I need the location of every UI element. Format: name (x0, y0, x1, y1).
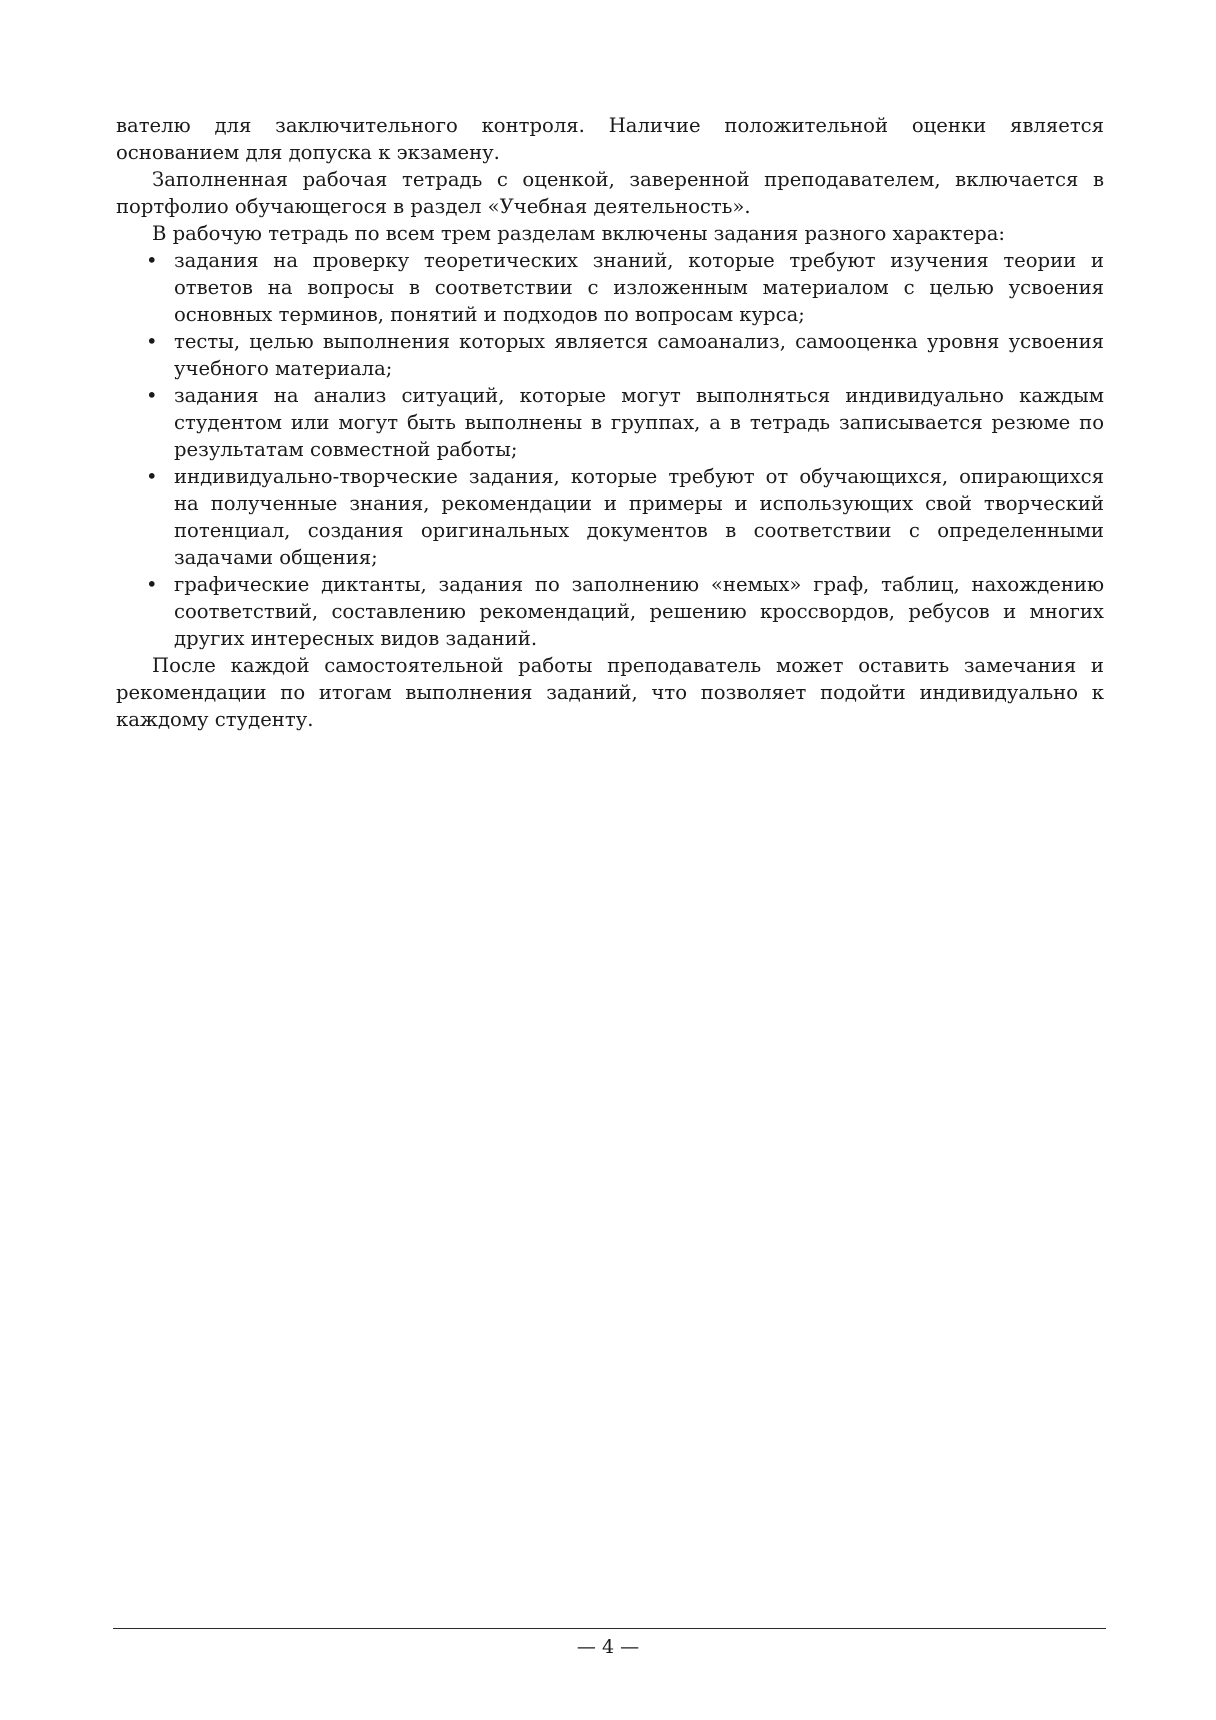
list-item-text: индивидуально-творческие задания, которые требуют от обучающихся, опирающихся на полученные знания, рекомендации и примеры и использующих свой творческий потенциал, создания оригинальных документов в соответствии с определенными задачами общения; (174, 465, 1104, 569)
list-item (116, 571, 1104, 652)
paragraph-portfolio: Заполненная рабочая тетрадь с оценкой, заверенной преподавателем, включается в портфолио обучающегося в раздел «Учебная деятельность». (116, 168, 1104, 218)
paragraph-task-types-intro: В рабочую тетрадь по всем трем разделам включены задания разного характера: (152, 222, 1005, 245)
bullet-icon: • (146, 384, 158, 407)
list-item (116, 328, 1104, 382)
task-types-list (116, 247, 1104, 652)
page-body (116, 112, 1104, 733)
list-item (116, 463, 1104, 571)
bullet-icon: • (146, 465, 158, 488)
page-number: — 4 — (576, 1636, 640, 1658)
footer-divider (113, 1628, 1106, 1629)
bullet-icon: • (146, 249, 158, 272)
bullet-icon: • (146, 330, 158, 353)
paragraph-teacher-comments: После каждой самостоятельной работы преподаватель может оставить замечания и рекомендации по итогам выполнения заданий, что позволяет подойти индивидуально к каждому студенту. (116, 654, 1104, 731)
list-item-text: тесты, целью выполнения которых является самоанализ, самооценка уровня усвоения учебного материала; (174, 330, 1104, 380)
list-item-text: задания на проверку теоретических знаний, которые требуют изучения теории и ответов на вопросы в соответствии с изложенным материалом с целью усвоения основных терминов, понятий и подходов по вопросам курса; (174, 249, 1104, 326)
list-item (116, 382, 1104, 463)
paragraph-continuation: вателю для заключительного контроля. Наличие положительной оценки является основанием для допуска к экзамену. (116, 114, 1104, 164)
list-item-text: графические диктанты, задания по заполнению «немых» граф, таблиц, нахождению соответствий, составлению рекомендаций, решению кроссвордов, ребусов и многих других интересных видов заданий. (174, 573, 1104, 650)
bullet-icon: • (146, 573, 158, 596)
list-item (116, 247, 1104, 328)
list-item-text: задания на анализ ситуаций, которые могут выполняться индивидуально каждым студентом или могут быть выполнены в группах, а в тетрадь записывается резюме по результатам совместной работы; (174, 384, 1104, 461)
